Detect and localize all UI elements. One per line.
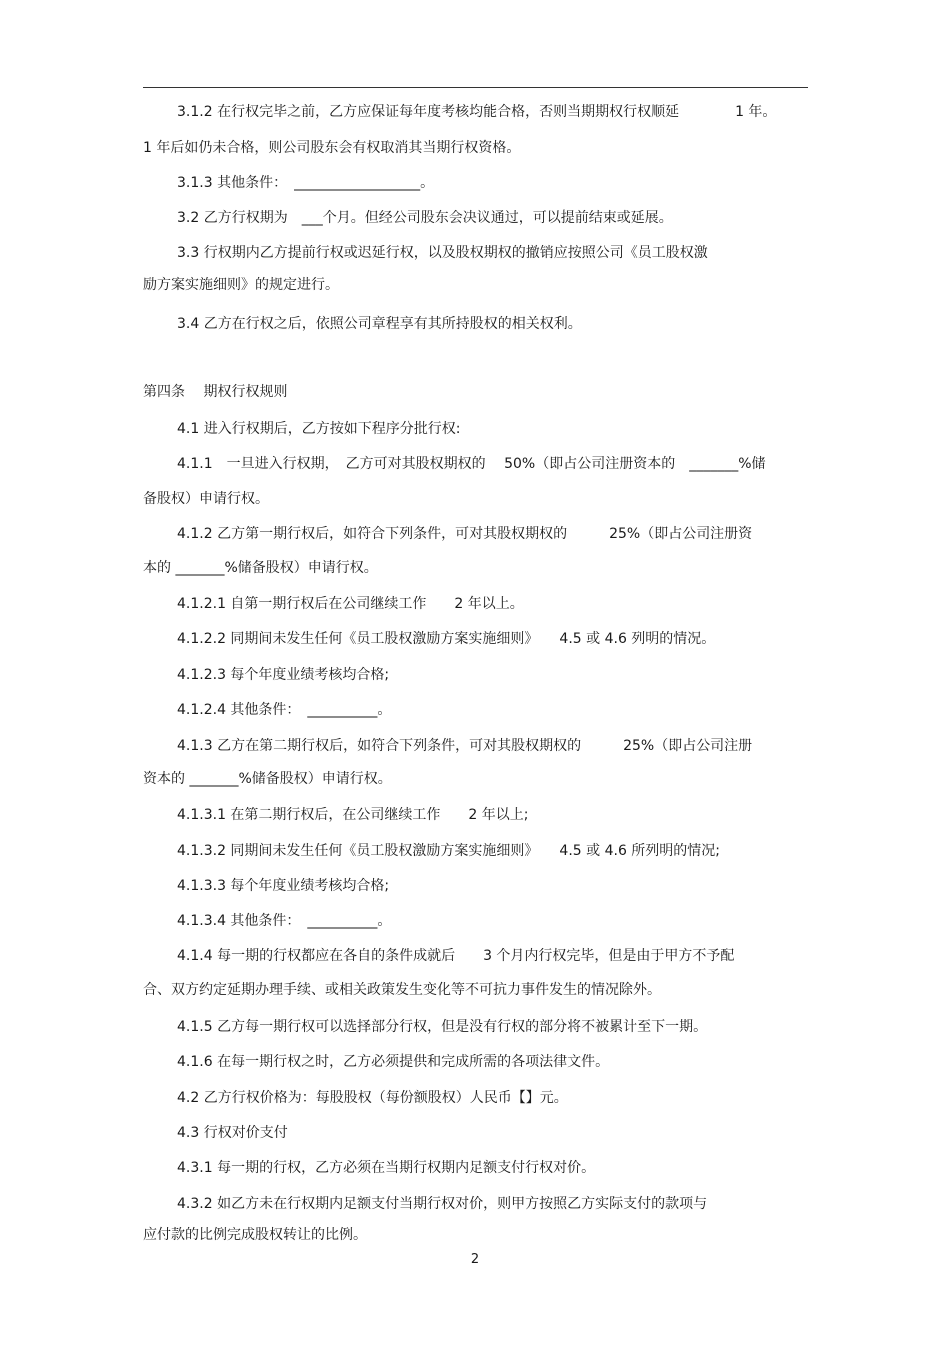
text-line: 3.4 乙方在行权之后，依照公司章程享有其所持股权的相关权利。 [177, 316, 582, 332]
text-line: 合、双方约定延期办理手续、或相关政策发生变化等不可抗力事件发生的情况除外。 [143, 982, 661, 998]
text-line: 4.1.2.4 其他条件： __________。 [177, 702, 392, 718]
text-line: 4.3.1 每一期的行权，乙方必须在当期行权期内足额支付行权对价。 [177, 1160, 596, 1176]
text-line: 应付款的比例完成股权转让的比例。 [143, 1227, 367, 1243]
text-line: 资本的 _______%储备股权）申请行权。 [143, 771, 392, 787]
text-line: 4.1.2.3 每个年度业绩考核均合格; [177, 667, 390, 683]
text-line: 4.1.3.4 其他条件： __________。 [177, 913, 392, 929]
text-line: 4.1 进入行权期后，乙方按如下程序分批行权: [177, 421, 461, 437]
text-line: 备股权）申请行权。 [143, 491, 269, 507]
text-line: 4.1.2.2 同期间未发生任何《员工股权激励方案实施细则》 4.5 或 4.6 列明的情况。 [177, 631, 716, 647]
text-line: 励方案实施细则》的规定进行。 [143, 277, 339, 293]
text-line: 4.1.2 乙方第一期行权后，如符合下列条件，可对其股权期权的 25%（即占公司注册资 [177, 526, 753, 542]
text-line: 4.3 行权对价支付 [177, 1125, 288, 1141]
text-line: 4.1.1 一旦进入行权期， 乙方可对其股权期权的 50%（即占公司注册资本的 _______%储 [177, 456, 766, 472]
text-line: 4.1.3.2 同期间未发生任何《员工股权激励方案实施细则》 4.5 或 4.6 所列明的情况; [177, 843, 721, 859]
text-line: 4.1.2.1 自第一期行权后在公司继续工作 2 年以上。 [177, 596, 524, 612]
text-line: 4.1.3 乙方在第二期行权后，如符合下列条件，可对其股权期权的 25%（即占公司注册 [177, 738, 753, 754]
text-line: 4.1.3.1 在第二期行权后，在公司继续工作 2 年以上; [177, 807, 529, 823]
text-line: 1 年后如仍未合格，则公司股东会有权取消其当期行权资格。 [143, 140, 521, 156]
text-line: 3.1.3 其他条件： __________________。 [177, 175, 435, 191]
text-line: 4.1.6 在每一期行权之时，乙方必须提供和完成所需的各项法律文件。 [177, 1054, 610, 1070]
text-line: 3.1.2 在行权完毕之前，乙方应保证每年度考核均能合格，否则当期期权行权顺延 1 年。 [177, 104, 777, 120]
text-line: 本的 _______%储备股权）申请行权。 [143, 560, 378, 576]
text-line: 3.2 乙方行权期为 ___个月。但经公司股东会决议通过，可以提前结束或延展。 [177, 210, 673, 226]
text-line: 4.2 乙方行权价格为：每股股权（每份额股权）人民币【】元。 [177, 1090, 568, 1106]
text-line: 4.1.4 每一期的行权都应在各自的条件成就后 3 个月内行权完毕，但是由于甲方不予配 [177, 948, 735, 964]
section-heading: 第四条 期权行权规则 [143, 384, 288, 400]
page-number: 2 [470, 1252, 480, 1267]
text-line: 4.3.2 如乙方未在行权期内足额支付当期行权对价，则甲方按照乙方实际支付的款项与 [177, 1196, 708, 1212]
text-line: 3.3 行权期内乙方提前行权或迟延行权，以及股权期权的撤销应按照公司《员工股权激 [177, 245, 708, 261]
text-line: 4.1.3.3 每个年度业绩考核均合格; [177, 878, 390, 894]
header-rule [143, 87, 808, 88]
text-line: 4.1.5 乙方每一期行权可以选择部分行权，但是没有行权的部分将不被累计至下一期。 [177, 1019, 708, 1035]
